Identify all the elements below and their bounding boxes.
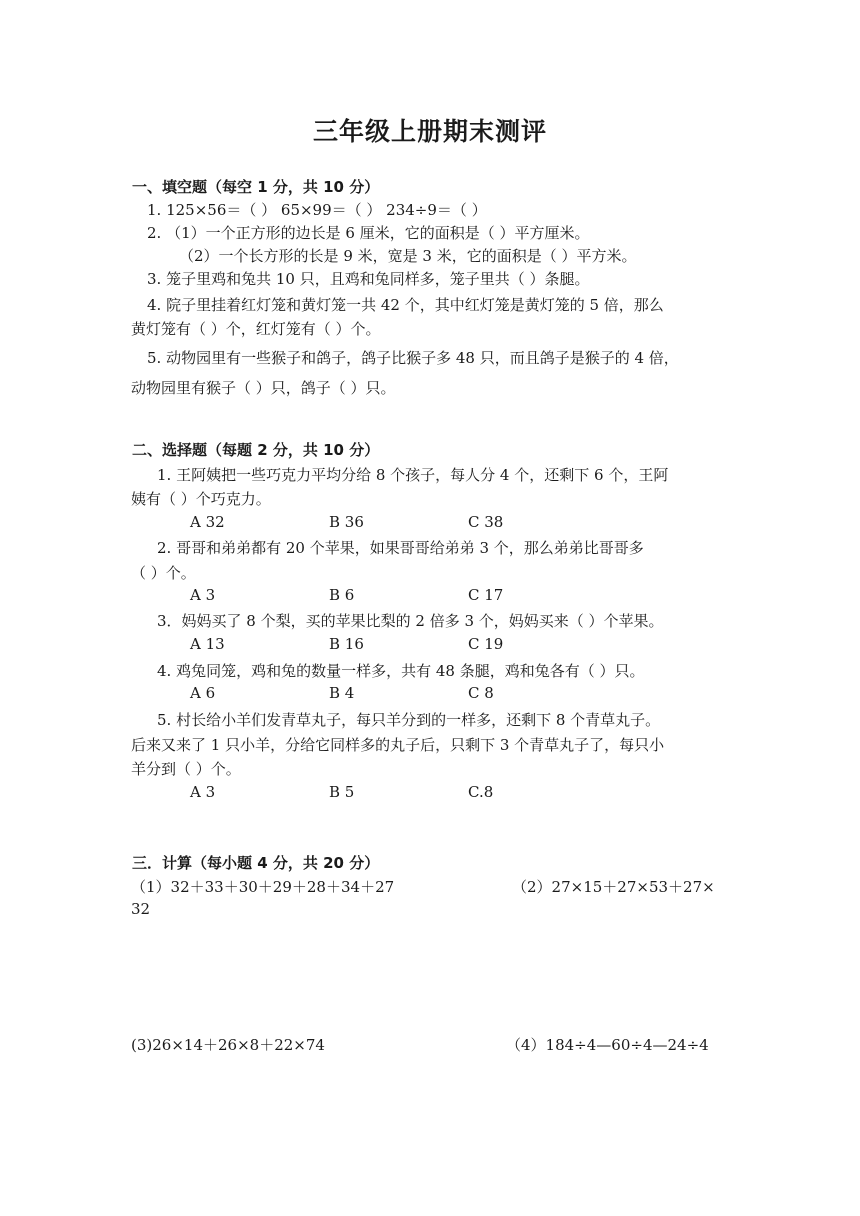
section-heading-calculation: 三．计算（每小题 4 分，共 20 分） (132, 854, 380, 872)
option-b: B 5 (329, 783, 355, 801)
option-a: A 3 (190, 586, 216, 604)
question-line: 黄灯笼有（ ）个，红灯笼有（ ）个。 (131, 320, 381, 338)
question-line: 5. 动物园里有一些猴子和鸽子，鸽子比猴子多 48 只，而且鸽子是猴子的 4 倍， (147, 349, 679, 367)
question-line: 1. 125×56＝（ ） 65×99＝（ ） 234÷9＝（ ） (147, 201, 487, 219)
option-a: A 3 (190, 783, 216, 801)
option-c: C 19 (468, 635, 504, 653)
option-c: C 38 (468, 513, 504, 531)
section-heading-fill-in: 一、填空题（每空 1 分，共 10 分） (132, 178, 380, 196)
option-c: C 17 (468, 586, 504, 604)
option-a: A 6 (190, 684, 216, 702)
option-a: A 32 (190, 513, 225, 531)
option-b: B 6 (329, 586, 355, 604)
question-line: 羊分到（ ）个。 (131, 760, 241, 778)
question-line: 3．妈妈买了 8 个梨，买的苹果比梨的 2 倍多 3 个，妈妈买来（ ）个苹果。 (157, 612, 664, 630)
calc-problem-2-continued: 32 (131, 900, 151, 918)
question-line: 5. 村长给小羊们发青草丸子，每只羊分到的一样多，还剩下 8 个青草丸子。 (157, 711, 661, 729)
option-b: B 16 (329, 635, 364, 653)
calc-problem-1: （1）32＋33＋30＋29＋28＋34＋27 (131, 878, 395, 896)
calc-problem-2: （2）27×15＋27×53＋27× (512, 878, 715, 896)
option-b: B 36 (329, 513, 364, 531)
option-c: C 8 (468, 684, 494, 702)
question-line: （2）一个长方形的长是 9 米，宽是 3 米，它的面积是（ ）平方米。 (179, 247, 637, 265)
question-line: 动物园里有猴子（ ）只，鸽子（ ）只。 (131, 379, 396, 397)
question-line: （ ）个。 (131, 564, 196, 582)
section-heading-multiple-choice: 二、选择题（每题 2 分，共 10 分） (132, 441, 380, 459)
page-title: 三年级上册期末测评 (312, 117, 547, 146)
question-line: 4. 院子里挂着红灯笼和黄灯笼一共 42 个，其中红灯笼是黄灯笼的 5 倍，那么 (147, 296, 664, 314)
calc-problem-3: (3)26×14＋26×8＋22×74 (131, 1036, 325, 1054)
question-line: 后来又来了 1 只小羊，分给它同样多的丸子后，只剩下 3 个青草丸子了，每只小 (131, 736, 665, 754)
question-line: 2. （1）一个正方形的边长是 6 厘米，它的面积是（ ）平方厘米。 (147, 224, 590, 242)
question-line: 姨有（ ）个巧克力。 (131, 490, 271, 508)
option-c: C.8 (468, 783, 494, 801)
question-line: 2. 哥哥和弟弟都有 20 个苹果，如果哥哥给弟弟 3 个，那么弟弟比哥哥多 (157, 539, 644, 557)
question-line: 1. 王阿姨把一些巧克力平均分给 8 个孩子，每人分 4 个，还剩下 6 个，王阿 (157, 466, 669, 484)
question-line: 4. 鸡兔同笼，鸡和兔的数量一样多，共有 48 条腿，鸡和兔各有（ ）只。 (157, 662, 645, 680)
option-b: B 4 (329, 684, 355, 702)
question-line: 3. 笼子里鸡和兔共 10 只，且鸡和兔同样多，笼子里共（ ）条腿。 (147, 270, 590, 288)
option-a: A 13 (190, 635, 225, 653)
calc-problem-4: （4）184÷4—60÷4—24÷4 (506, 1036, 709, 1054)
